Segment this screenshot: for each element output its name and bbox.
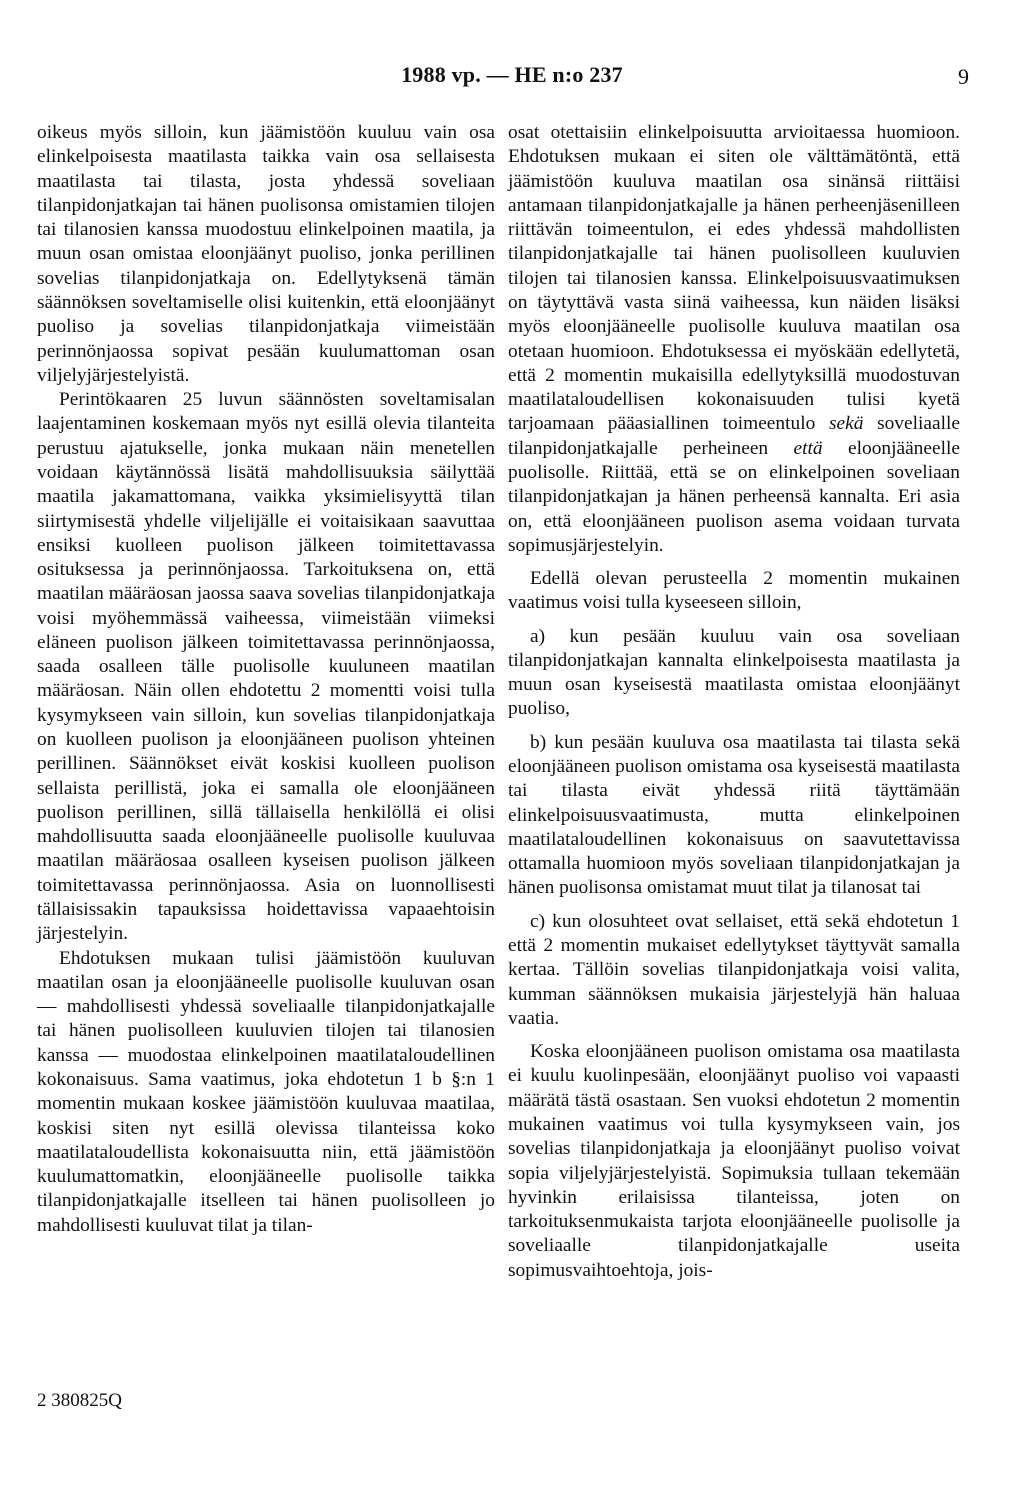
list-item: a) kun pesään kuuluu vain osa soveliaan tilanpidonjatkajan kannalta elinkelpoisesta maatilasta ja muun osan kyseisestä maatilasta omistaa eloonjäänyt puoliso, xyxy=(508,625,960,720)
paragraph-text: soveliaalle tilanpidonjatkajalle perheineen xyxy=(508,413,960,459)
list-item: b) kun pesään kuuluva osa maatilasta tai tilasta sekä eloonjääneen puolison omistama osa kyseisestä maatilasta tai tilasta eivät yhdessä riitä täyttämään elinkelpoisuusvaatimusta, mutta elinkelpoinen maatilataloudellinen kokonaisuus on saavutettavissa ottamalla huomioon myös soveliaan tilanpidonjatkajan ja hänen puolisonsa omistamat muut tilat ja tilanosat tai xyxy=(508,731,960,899)
list-item: c) kun olosuhteet ovat sellaiset, että sekä ehdotetun 1 että 2 momentin mukaiset edellytykset täyttyvät samalla kertaa. Tällöin sovelias tilanpidonjatkaja voisi valita, kumman säännöksen mukaisia järjestelyjä hän haluaa vaatia. xyxy=(508,910,960,1029)
left-column xyxy=(37,121,495,1238)
paragraph-text: osat otettaisiin elinkelpoisuutta arvioitaessa huomioon. Ehdotuksen mukaan ei siten ole välttämätöntä, että jäämistöön kuuluva maatilan osa sinänsä riittäisi antamaan tilanpidonjatkajalle ja hänen perheenjäsenilleen riittävän toimeentulon, ei edes yhdessä mahdollisten tilanpidonjatkajalle tai hänen puolisolleen kuuluvien tilojen tai tilanosien kanssa. Elinkelpoisuusvaatimuksen on täytyttävä vasta siinä vaiheessa, kun näiden lisäksi myös eloonjääneelle puolisolle kuuluva maatilan osa otetaan huomioon. Ehdotuksessa ei myöskään edellytetä, että 2 momentin mukaisilla edellytyksillä muodostuvan maatilataloudellisen kokonaisuuden tulisi kyetä tarjoamaan pääasiallinen toimeentulo xyxy=(508,122,960,435)
paragraph: Edellä olevan perusteella 2 momentin mukainen vaatimus voisi tulla kyseeseen silloin, xyxy=(508,568,960,614)
right-column xyxy=(508,121,960,1283)
paragraph-text: eloonjääneelle puolisolle. Riittää, että se on elinkelpoinen soveliaan tilanpidonjatkajan ja hänen perheensä kannalta. Eri asia on, että eloonjääneen puolison asema voidaan turvata sopimusjärjestelyin. xyxy=(508,437,960,556)
paragraph: Ehdotuksen mukaan tulisi jäämistöön kuuluvan maatilan osan ja eloonjääneelle puolisolle kuuluvan osan — mahdollisesti yhdessä soveliaalle tilanpidonjatkajalle tai hänen puolisolleen kuuluvien tilojen tai tilanosien kanssa — muodostaa elinkelpoinen maatilataloudellinen kokonaisuus. Sama vaatimus, joka ehdotetun 1 b §:n 1 momentin mukaan koskee jäämistöön kuuluvaa maatilaa, koskisi siten nyt esillä olevissa tilanteissa koko maatilataloudellista kokonaisuutta niin, että jäämistöön kuulumattomatkin, eloonjääneelle puolisolle taikka tilanpidonjatkajalle itselleen tai hänen puolisolleen jo mahdollisesti kuuluvat tilat ja tilan- xyxy=(37,947,495,1236)
paragraph: Perintökaaren 25 luvun säännösten soveltamisalan laajentaminen koskemaan myös nyt esillä olevia tilanteita perustuu ajatukselle, jonka mukaan näin menetellen voidaan käytännössä lisätä mahdollisuuksia säilyttää maatila jakamattomana, vaikka yksimielisyyttä tilan siirtymisestä yhdelle viljelijälle ei voitaisikaan saavuttaa ensiksi kuolleen puolison jälkeen toimitettavassa osituksessa ja perinnönjaossa. Tarkoituksena on, että maatilan määräosan jaossa saava sovelias tilanpidonjatkaja voisi myöhemmässä vaiheessa, viimeistään viimeksi eläneen puolison jälkeen toimitettavassa perinnönjaossa, saada osalleen tälle puolisolle kuuluneen maatilan määräosan. Näin ollen ehdotettu 2 momentti voisi tulla kysymykseen vain silloin, kun sovelias tilanpidonjatkaja on kuolleen puolison ja eloonjääneen puolison yhteinen perillinen. Säännökset eivät koskisi kuolleen puolison sellaista perillistä, joka ei samalla ole eloonjääneen puolison perillinen, sillä tällaisella henkilöllä ei olisi mahdollisuutta saada eloonjääneelle puolisolle kuuluvaa maatilan määräosaa osalleen kyseisen puolison jälkeen toimitettavassa perinnönjaossa. Asia on luonnollisesti tällaisissakin tapauksissa hoidettavissa vapaaehtoisin järjestelyin. xyxy=(37,389,495,945)
page-number: 9 xyxy=(958,64,969,89)
paragraph xyxy=(508,121,960,558)
emphasis-text: sekä xyxy=(828,413,864,435)
paragraph: oikeus myös silloin, kun jäämistöön kuuluu vain osa elinkelpoisesta maatilasta taikka vain osa sellaisesta maatilasta tai tilasta, josta yhdessä soveliaan tilanpidonjatkajan tai hänen puolisonsa omistamien tilojen tai tilanosien kanssa muodostuu elinkelpoinen maatila, ja muun osan omistaa eloonjäänyt puoliso, jonka perillinen sovelias tilanpidonjatkaja on. Edellytyksenä tämän säännöksen soveltamiselle olisi kuitenkin, että eloonjäänyt puoliso ja sovelias tilanpidonjatkaja viimeistään perinnönjaossa sopivat pesään kuulumattoman osan viljelyjärjestelyistä. xyxy=(37,122,495,386)
footer-code: 2 380825Q xyxy=(37,1390,122,1411)
paragraph: Koska eloonjääneen puolison omistama osa maatilasta ei kuulu kuolinpesään, eloonjäänyt puoliso voi vapaasti määrätä tästä osastaan. Sen vuoksi ehdotetun 2 momentin mukainen vaatimus voi tulla kysymykseen vain, jos sovelias tilanpidonjatkaja ja eloonjäänyt puoliso voivat sopia viljelyjärjestelyistä. Sopimuksia tullaan tekemään hyvinkin erilaisissa tilanteissa, joten on tarkoituksenmukaista tarjota eloonjääneelle puolisolle ja soveliaalle tilanpidonjatkajalle useita sopimusvaihtoehtoja, jois- xyxy=(508,1041,960,1281)
emphasis-text: että xyxy=(793,437,823,459)
running-header: 1988 vp. — HE n:o 237 xyxy=(401,62,623,87)
